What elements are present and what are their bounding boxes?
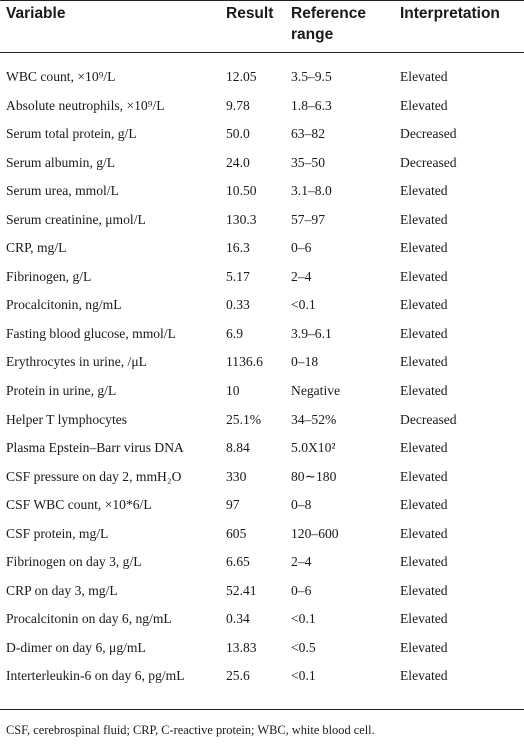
table-row — [0, 291, 524, 320]
table-header — [0, 0, 524, 52]
cell-reference-range: 0–18 — [291, 354, 319, 370]
cell-variable: CRP on day 3, mg/L — [6, 582, 118, 598]
cell-result: 25.1% — [226, 411, 262, 427]
header-variable: Variable — [6, 5, 66, 22]
cell-result: 12.05 — [226, 69, 257, 84]
cell-reference-range: <0.1 — [291, 668, 316, 684]
cell-interpretation: Elevated — [400, 668, 448, 684]
table-body — [0, 63, 524, 691]
cell-interpretation: Elevated — [400, 69, 448, 84]
cell-result: 5.17 — [226, 268, 250, 284]
cell-variable: Erythrocytes in urine, /μL — [6, 354, 147, 370]
cell-reference-range: 2–4 — [291, 554, 312, 570]
cell-interpretation: Decreased — [400, 411, 457, 427]
cell-interpretation: Decreased — [400, 154, 457, 170]
table-row — [0, 463, 524, 492]
cell-variable: Absolute neutrophils, ×10⁹/L — [6, 97, 165, 113]
cell-interpretation: Elevated — [400, 183, 448, 199]
header-reference-range — [291, 3, 366, 45]
cell-interpretation: Elevated — [400, 554, 448, 570]
cell-reference-range: 34–52% — [291, 411, 337, 427]
cell-result: 130.3 — [226, 211, 257, 227]
cell-result: 13.83 — [226, 639, 257, 655]
cell-variable: Fibrinogen, g/L — [6, 268, 92, 284]
table-row — [0, 406, 524, 435]
cell-result: 6.65 — [226, 554, 250, 570]
table-row — [0, 348, 524, 377]
cell-result: 97 — [226, 497, 240, 513]
cell-reference-range: <0.1 — [291, 297, 316, 313]
cell-reference-range: 80∼180 — [291, 468, 337, 484]
table-row — [0, 434, 524, 463]
cell-reference-range: 3.9–6.1 — [291, 325, 332, 341]
table-row — [0, 548, 524, 577]
cell-variable: CSF pressure on day 2, mmH₂O — [6, 468, 182, 484]
cell-reference-range: <0.5 — [291, 639, 316, 655]
cell-result: 6.9 — [226, 325, 243, 341]
cell-interpretation: Elevated — [400, 582, 448, 598]
cell-result: 0.34 — [226, 611, 250, 627]
table-row — [0, 206, 524, 235]
table-row — [0, 320, 524, 349]
cell-variable: Fasting blood glucose, mmol/L — [6, 325, 176, 341]
cell-result: 605 — [226, 525, 247, 541]
cell-reference-range: 35–50 — [291, 154, 325, 170]
table-row — [0, 234, 524, 263]
header-result: Result — [226, 5, 274, 22]
table-row — [0, 263, 524, 292]
cell-variable: Serum urea, mmol/L — [6, 183, 119, 199]
header-interpretation: Interpretation — [400, 5, 500, 22]
cell-interpretation: Elevated — [400, 440, 448, 456]
cell-result: 10.50 — [226, 183, 257, 199]
cell-variable: Procalcitonin, ng/mL — [6, 297, 122, 313]
cell-result: 50.0 — [226, 126, 250, 142]
cell-reference-range: 1.8–6.3 — [291, 97, 332, 113]
cell-interpretation: Elevated — [400, 268, 448, 284]
table-row — [0, 149, 524, 178]
cell-variable: Protein in urine, g/L — [6, 383, 117, 399]
cell-variable: Serum total protein, g/L — [6, 126, 137, 142]
cell-interpretation: Elevated — [400, 297, 448, 313]
cell-variable: Procalcitonin on day 6, ng/mL — [6, 611, 172, 627]
table-row — [0, 634, 524, 663]
cell-interpretation: Elevated — [400, 525, 448, 541]
cell-interpretation: Elevated — [400, 325, 448, 341]
cell-variable: CSF WBC count, ×10*6/L — [6, 497, 152, 513]
header-reference-line1: Reference — [291, 5, 366, 22]
cell-reference-range: 2–4 — [291, 268, 312, 284]
cell-reference-range: 63–82 — [291, 126, 325, 142]
table-row — [0, 577, 524, 606]
cell-result: 25.6 — [226, 668, 250, 684]
cell-variable: Interterleukin-6 on day 6, pg/mL — [6, 668, 185, 684]
cell-reference-range: 120–600 — [291, 525, 339, 541]
cell-variable: Serum albumin, g/L — [6, 154, 116, 170]
cell-result: 1136.6 — [226, 354, 263, 370]
cell-interpretation: Elevated — [400, 97, 448, 113]
cell-reference-range: 0–6 — [291, 240, 312, 256]
cell-reference-range: Negative — [291, 383, 341, 399]
cell-reference-range: 0–6 — [291, 582, 312, 598]
cell-reference-range: 3.5–9.5 — [291, 69, 332, 84]
cell-reference-range: 0–8 — [291, 497, 312, 513]
cell-variable: Serum creatinine, μmol/L — [6, 211, 146, 227]
cell-interpretation: Elevated — [400, 468, 448, 484]
table-row — [0, 605, 524, 634]
cell-interpretation: Elevated — [400, 497, 448, 513]
cell-result: 9.78 — [226, 97, 250, 113]
cell-result: 8.84 — [226, 440, 250, 456]
cell-interpretation: Decreased — [400, 126, 457, 142]
table-footnote: CSF, cerebrospinal fluid; CRP, C-reactive protein; WBC, white blood cell. — [6, 723, 375, 737]
cell-variable: CRP, mg/L — [6, 240, 67, 256]
cell-variable: Helper T lymphocytes — [6, 411, 128, 427]
cell-interpretation: Elevated — [400, 383, 448, 399]
cell-reference-range: 5.0X10² — [291, 440, 336, 456]
cell-interpretation: Elevated — [400, 639, 448, 655]
table-row — [0, 377, 524, 406]
cell-reference-range: <0.1 — [291, 611, 316, 627]
cell-interpretation: Elevated — [400, 611, 448, 627]
cell-variable: Fibrinogen on day 3, g/L — [6, 554, 142, 570]
cell-result: 24.0 — [226, 154, 250, 170]
table-row — [0, 491, 524, 520]
cell-interpretation: Elevated — [400, 240, 448, 256]
cell-reference-range: 57–97 — [291, 211, 325, 227]
table-row — [0, 120, 524, 149]
cell-interpretation: Elevated — [400, 211, 448, 227]
cell-reference-range: 3.1–8.0 — [291, 183, 332, 199]
table-row — [0, 662, 524, 691]
cell-result: 0.33 — [226, 297, 250, 313]
cell-interpretation: Elevated — [400, 354, 448, 370]
header-reference-line2: range — [291, 26, 334, 43]
cell-result: 10 — [226, 383, 240, 399]
cell-result: 16.3 — [226, 240, 250, 256]
table-row — [0, 520, 524, 549]
table-bottom-rule — [0, 709, 524, 710]
cell-variable: CSF protein, mg/L — [6, 525, 109, 541]
table-header-rule — [0, 52, 524, 53]
cell-variable: Plasma Epstein–Barr virus DNA — [6, 440, 184, 456]
cell-variable: D-dimer on day 6, μg/mL — [6, 639, 146, 655]
cell-result: 330 — [226, 468, 247, 484]
cell-result: 52.41 — [226, 582, 257, 598]
table-row — [0, 63, 524, 92]
cell-variable: WBC count, ×10⁹/L — [6, 69, 116, 84]
table-row — [0, 177, 524, 206]
table-row — [0, 92, 524, 121]
